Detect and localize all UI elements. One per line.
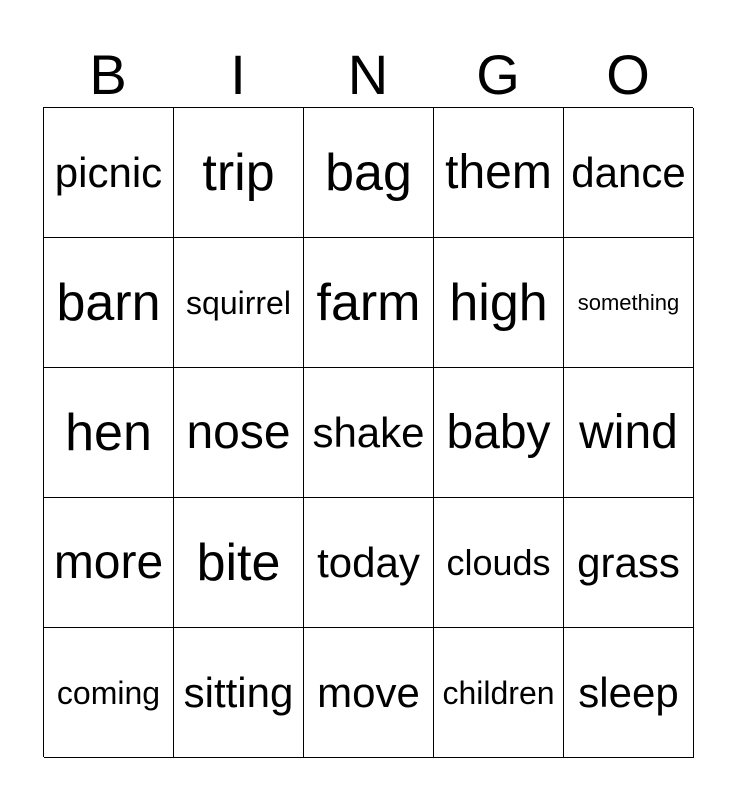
header-letter-o: O bbox=[606, 43, 650, 106]
bingo-cell[interactable]: baby bbox=[434, 368, 564, 498]
bingo-cell[interactable]: sitting bbox=[174, 628, 304, 758]
bingo-cell[interactable]: wind bbox=[564, 368, 694, 498]
bingo-cell[interactable]: more bbox=[44, 498, 174, 628]
bingo-cell[interactable]: children bbox=[434, 628, 564, 758]
bingo-cell[interactable]: picnic bbox=[44, 108, 174, 238]
header-letter-b: B bbox=[89, 43, 127, 106]
bingo-cell[interactable]: trip bbox=[174, 108, 304, 238]
bingo-cell[interactable]: dance bbox=[564, 108, 694, 238]
header-letter-i: I bbox=[230, 43, 246, 106]
bingo-cell[interactable]: high bbox=[434, 238, 564, 368]
bingo-cell[interactable]: nose bbox=[174, 368, 304, 498]
header-letter-n: N bbox=[347, 43, 389, 106]
bingo-header bbox=[43, 42, 693, 108]
bingo-cell[interactable]: coming bbox=[44, 628, 174, 758]
header-letter-g: G bbox=[476, 43, 520, 106]
bingo-cell[interactable]: clouds bbox=[434, 498, 564, 628]
bingo-cell[interactable]: barn bbox=[44, 238, 174, 368]
bingo-cell[interactable]: move bbox=[304, 628, 434, 758]
bingo-cell[interactable]: them bbox=[434, 108, 564, 238]
bingo-cell[interactable]: bag bbox=[304, 108, 434, 238]
bingo-cell[interactable]: bite bbox=[174, 498, 304, 628]
bingo-cell[interactable]: something bbox=[564, 238, 694, 368]
bingo-cell[interactable]: today bbox=[304, 498, 434, 628]
bingo-cell[interactable]: shake bbox=[304, 368, 434, 498]
bingo-cell[interactable]: hen bbox=[44, 368, 174, 498]
bingo-board bbox=[43, 107, 693, 757]
bingo-cell[interactable]: farm bbox=[304, 238, 434, 368]
bingo-cell[interactable]: grass bbox=[564, 498, 694, 628]
bingo-cell[interactable]: squirrel bbox=[174, 238, 304, 368]
bingo-cell[interactable]: sleep bbox=[564, 628, 694, 758]
